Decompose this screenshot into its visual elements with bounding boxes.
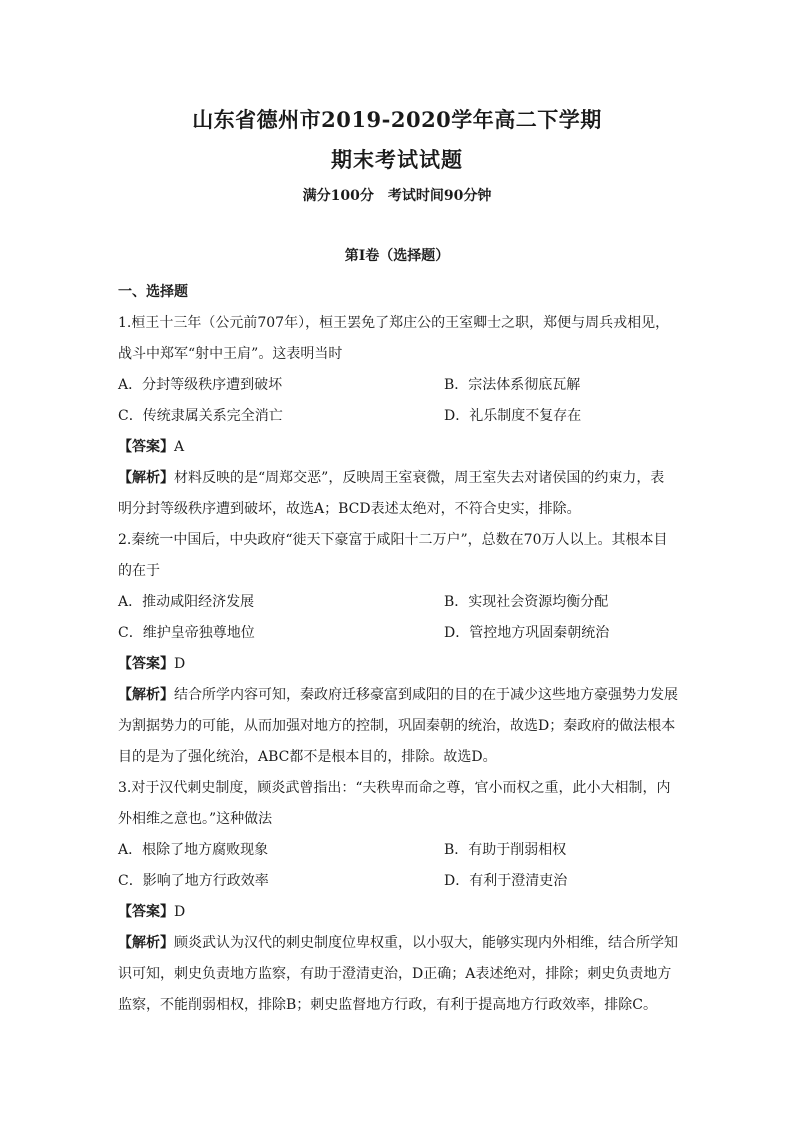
- answer-value: D: [174, 656, 186, 672]
- option-row: [118, 401, 678, 432]
- analysis-text: 材料反映的是“周郑交恶”，反映周王室衰微，周王室失去对诸侯国的约束力，表: [174, 470, 665, 486]
- section-heading: 一、选择题: [118, 284, 188, 300]
- analysis-text: 监察，不能削弱相权，排除B；刺史监督地方行政，有利于提高地方行政效率，排除C。: [118, 997, 657, 1013]
- option-row: [118, 835, 678, 866]
- option-row: [118, 618, 678, 649]
- question-2: [118, 525, 678, 773]
- answer-value: A: [174, 439, 185, 455]
- analysis-tag: 【解析】: [118, 687, 174, 703]
- option-a: A．分封等级秩序遭到破坏: [118, 377, 283, 393]
- analysis-text: 结合所学内容可知，秦政府迁移豪富到咸阳的目的在于减少这些地方豪强势力发展: [174, 687, 678, 703]
- option-row: [118, 866, 678, 897]
- document-title: 山东省德州市2019-2020学年高二下学期: [192, 107, 602, 132]
- analysis-line: [118, 928, 678, 959]
- option-c: C．影响了地方行政效率: [118, 873, 269, 889]
- document-subtitle-title: 期末考试试题: [331, 147, 463, 172]
- analysis-line: [118, 463, 678, 494]
- volume-heading: 第Ⅰ卷（选择题）: [344, 248, 450, 264]
- analysis-text: 明分封等级秩序遭到破坏，故选A；BCD表述太绝对，不符合史实，排除。: [118, 501, 581, 517]
- option-a: A．根除了地方腐败现象: [118, 842, 269, 858]
- exam-info: 满分100分 考试时间90分钟: [302, 188, 492, 204]
- analysis-text: 顾炎武认为汉代的刺史制度位卑权重，以小驭大，能够实现内外相维，结合所学知: [174, 935, 678, 951]
- answer-line: [118, 432, 678, 463]
- option-row: [118, 587, 678, 618]
- analysis-line: [118, 680, 678, 711]
- question-stem: 战斗中郑军“射中王肩”。这表明当时: [118, 346, 343, 362]
- question-stem: 3.对于汉代刺史制度，顾炎武曾指出：“夫秩卑而命之尊，官小而权之重，此小大相制，内: [118, 780, 671, 796]
- answer-tag: 【答案】: [118, 904, 174, 920]
- questions-block: [118, 308, 678, 1021]
- question-stem: 2.秦统一中国后，中央政府“徙天下豪富于咸阳十二万户”，总数在70万人以上。其根本目: [118, 532, 668, 548]
- analysis-text: 为割据势力的可能，从而加强对地方的控制，巩固秦朝的统治，故选D；秦政府的做法根本: [118, 718, 676, 734]
- analysis-tag: 【解析】: [118, 935, 174, 951]
- option-b: B．有助于削弱相权: [444, 842, 567, 858]
- answer-tag: 【答案】: [118, 656, 174, 672]
- option-c: C．维护皇帝独尊地位: [118, 625, 255, 641]
- option-d: D．礼乐制度不复存在: [444, 408, 582, 424]
- analysis-text: 目的是为了强化统治，ABC都不是根本目的，排除。故选D。: [118, 749, 497, 765]
- answer-value: D: [174, 904, 186, 920]
- question-stem: 外相维之意也。”这种做法: [118, 811, 273, 827]
- option-b: B．实现社会资源均衡分配: [444, 594, 609, 610]
- option-a: A．推动咸阳经济发展: [118, 594, 255, 610]
- answer-tag: 【答案】: [118, 439, 174, 455]
- option-d: D．有利于澄清吏治: [444, 873, 568, 889]
- question-stem: 的在于: [118, 563, 160, 579]
- answer-line: [118, 649, 678, 680]
- option-c: C．传统隶属关系完全消亡: [118, 408, 283, 424]
- option-row: [118, 370, 678, 401]
- analysis-text: 识可知，刺史负责地方监察，有助于澄清吏治，D正确；A表述绝对，排除；刺史负责地方: [118, 966, 672, 982]
- question-stem: 1.桓王十三年（公元前707年），桓王罢免了郑庄公的王室卿士之职，郑便与周兵戎相见，: [118, 315, 670, 331]
- analysis-tag: 【解析】: [118, 470, 174, 486]
- option-b: B．宗法体系彻底瓦解: [444, 377, 581, 393]
- answer-line: [118, 897, 678, 928]
- question-1: [118, 308, 678, 525]
- question-3: [118, 773, 678, 1021]
- option-d: D．管控地方巩固秦朝统治: [444, 625, 610, 641]
